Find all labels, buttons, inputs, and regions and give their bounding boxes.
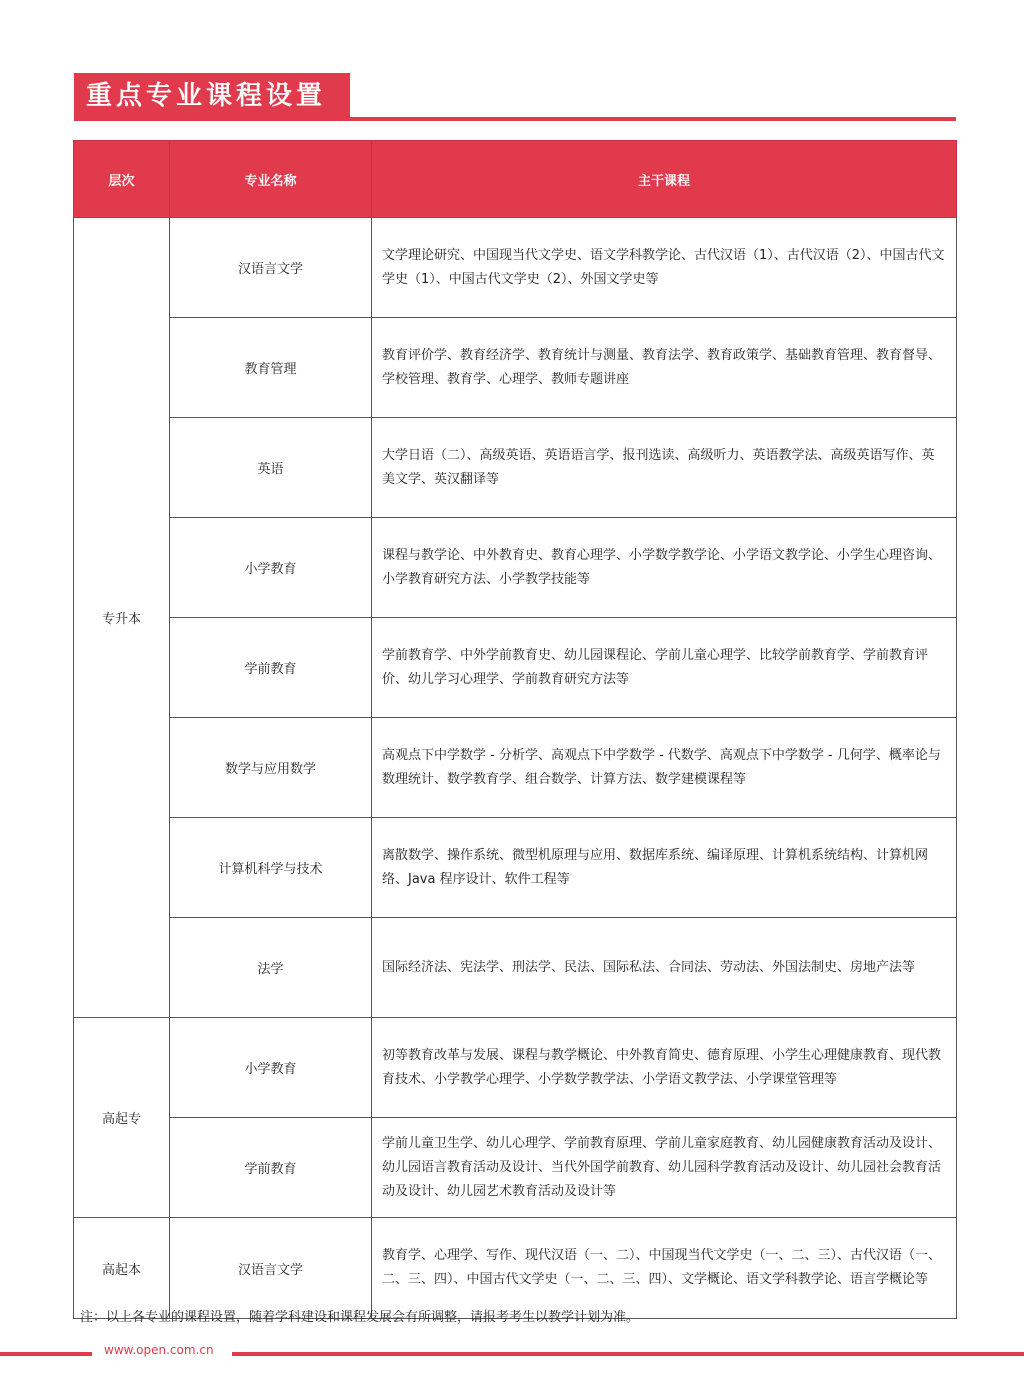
footer-url: www.open.com.cn	[104, 1343, 214, 1357]
major-cell: 小学教育	[170, 1018, 372, 1118]
header-major: 专业名称	[170, 141, 372, 218]
table-row	[74, 518, 957, 618]
table-row	[74, 218, 957, 318]
table-row	[74, 618, 957, 718]
table-row	[74, 418, 957, 518]
page-title: 重点专业课程设置	[74, 73, 350, 120]
courses-cell: 课程与教学论、中外教育史、教育心理学、小学数学教学论、小学语文教学论、小学生心理咨询、小学教育研究方法、小学教学技能等	[372, 518, 957, 618]
courses-cell: 离散数学、操作系统、微型机原理与应用、数据库系统、编译原理、计算机系统结构、计算机网络、Java 程序设计、软件工程等	[372, 818, 957, 918]
courses-cell: 学前教育学、中外学前教育史、幼儿园课程论、学前儿童心理学、比较学前教育学、学前教育评价、幼儿学习心理学、学前教育研究方法等	[372, 618, 957, 718]
major-cell: 数学与应用数学	[170, 718, 372, 818]
courses-cell: 文学理论研究、中国现当代文学史、语文学科教学论、古代汉语（1）、古代汉语（2）、中国古代文学史（1）、中国古代文学史（2）、外国文学史等	[372, 218, 957, 318]
footer-rule-left	[0, 1352, 92, 1356]
major-cell: 学前教育	[170, 1118, 372, 1218]
major-cell: 教育管理	[170, 318, 372, 418]
footer-rule-right	[232, 1352, 1024, 1356]
course-table	[73, 140, 957, 1319]
level-cell: 专升本	[74, 218, 170, 1018]
level-cell: 高起专	[74, 1018, 170, 1218]
table-row	[74, 1118, 957, 1218]
courses-cell: 初等教育改革与发展、课程与教学概论、中外教育简史、德育原理、小学生心理健康教育、现代教育技术、小学教学心理学、小学数学教学法、小学语文教学法、小学课堂管理等	[372, 1018, 957, 1118]
table-row	[74, 918, 957, 1018]
major-cell: 小学教育	[170, 518, 372, 618]
level-cell: 高起本	[74, 1218, 170, 1319]
title-underline	[74, 117, 956, 121]
table-row	[74, 318, 957, 418]
header-courses: 主干课程	[372, 141, 957, 218]
courses-cell: 教育学、心理学、写作、现代汉语（一、二）、中国现当代文学史（一、二、三）、古代汉语（一、二、三、四）、中国古代文学史（一、二、三、四）、文学概论、语文学科教学论、语言学概论等	[372, 1218, 957, 1319]
courses-cell: 国际经济法、宪法学、刑法学、民法、国际私法、合同法、劳动法、外国法制史、房地产法等	[372, 918, 957, 1018]
courses-cell: 高观点下中学数学 - 分析学、高观点下中学数学 - 代数学、高观点下中学数学 - 几何学、概率论与数理统计、数学教育学、组合数学、计算方法、数学建模课程等	[372, 718, 957, 818]
major-cell: 汉语言文学	[170, 1218, 372, 1319]
table-row	[74, 1018, 957, 1118]
table-row	[74, 718, 957, 818]
major-cell: 学前教育	[170, 618, 372, 718]
major-cell: 法学	[170, 918, 372, 1018]
major-cell: 英语	[170, 418, 372, 518]
major-cell: 计算机科学与技术	[170, 818, 372, 918]
courses-cell: 教育评价学、教育经济学、教育统计与测量、教育法学、教育政策学、基础教育管理、教育督导、学校管理、教育学、心理学、教师专题讲座	[372, 318, 957, 418]
table-row	[74, 1218, 957, 1319]
courses-cell: 大学日语（二）、高级英语、英语语言学、报刊选读、高级听力、英语教学法、高级英语写作、英美文学、英汉翻译等	[372, 418, 957, 518]
header-level: 层次	[74, 141, 170, 218]
table-header-row	[74, 141, 957, 218]
footnote: 注：以上各专业的课程设置，随着学科建设和课程发展会有所调整，请报考考生以教学计划为准。	[80, 1310, 640, 1325]
major-cell: 汉语言文学	[170, 218, 372, 318]
table-row	[74, 818, 957, 918]
courses-cell: 学前儿童卫生学、幼儿心理学、学前教育原理、学前儿童家庭教育、幼儿园健康教育活动及设计、幼儿园语言教育活动及设计、当代外国学前教育、幼儿园科学教育活动及设计、幼儿园社会教育活动及设计、幼儿园艺术教育活动及设计等	[372, 1118, 957, 1218]
